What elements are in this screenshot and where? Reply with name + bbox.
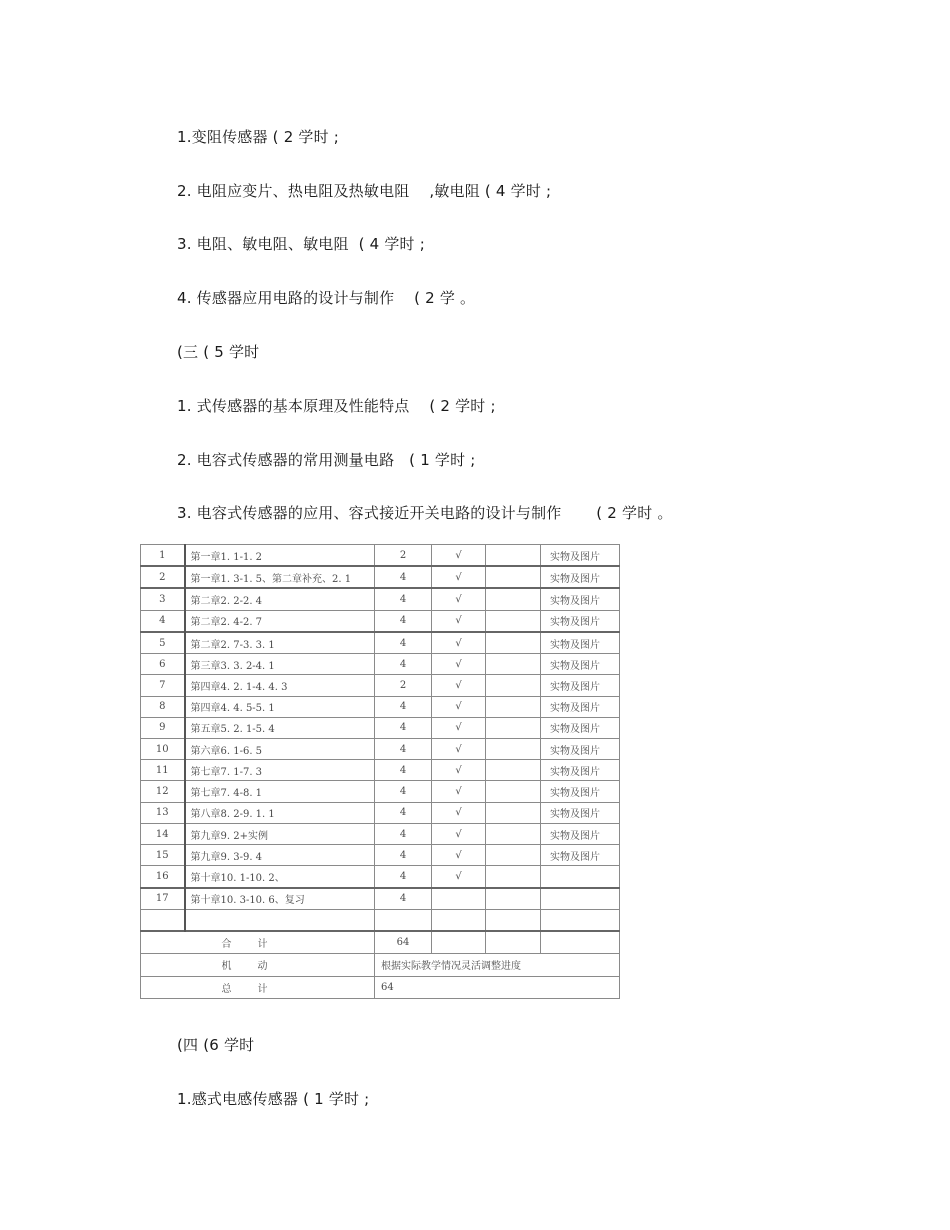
row-number: 5 — [141, 632, 185, 654]
schedule-table-body — [141, 545, 620, 999]
table-row — [141, 696, 620, 717]
table-row — [141, 781, 620, 802]
row-content: 第九章9. 2+实例 — [185, 823, 375, 844]
text-line-7: 3. 电容式传感器的应用、容式接近开关电路的设计与制作 ( 2 学时 。 — [177, 504, 673, 522]
row-number: 16 — [141, 866, 185, 888]
total-value: 64 — [375, 976, 620, 998]
row-hours: 4 — [375, 566, 432, 588]
row-extra — [486, 696, 541, 717]
row-extra — [486, 760, 541, 781]
row-content: 第八章8. 2-9. 1. 1 — [185, 802, 375, 823]
subtotal-value: 64 — [375, 931, 432, 954]
row-check: √ — [432, 845, 486, 866]
text-line-4: 4. 传感器应用电路的设计与制作 ( 2 学 。 — [177, 289, 476, 307]
row-extra — [486, 845, 541, 866]
text-line-1: 1.变阻传感器 ( 2 学时 ; — [177, 128, 340, 146]
row-hours: 4 — [375, 802, 432, 823]
row-content: 第三章3. 3. 2-4. 1 — [185, 654, 375, 675]
row-number: 9 — [141, 717, 185, 738]
row-check — [432, 888, 486, 910]
table-row — [141, 823, 620, 844]
row-check: √ — [432, 566, 486, 588]
subtotal-label: 合计 — [141, 931, 375, 954]
row-note: 实物及图片 — [541, 654, 620, 675]
row-note — [541, 888, 620, 910]
row-number: 17 — [141, 888, 185, 910]
row-hours: 4 — [375, 866, 432, 888]
row-check: √ — [432, 545, 486, 567]
row-number: 2 — [141, 566, 185, 588]
row-hours: 4 — [375, 823, 432, 844]
row-content: 第二章2. 7-3. 3. 1 — [185, 632, 375, 654]
row-extra — [486, 781, 541, 802]
table-row — [141, 566, 620, 588]
row-extra — [486, 802, 541, 823]
row-extra — [486, 866, 541, 888]
row-check: √ — [432, 717, 486, 738]
table-row — [141, 717, 620, 738]
table-row — [141, 588, 620, 610]
text-line-2: 2. 电阻应变片、热电阻及热敏电阻 ,敏电阻 ( 4 学时 ; — [177, 182, 552, 200]
row-hours: 4 — [375, 781, 432, 802]
row-content: 第七章7. 4-8. 1 — [185, 781, 375, 802]
row-extra — [486, 888, 541, 910]
row-number: 15 — [141, 845, 185, 866]
row-hours: 4 — [375, 888, 432, 910]
row-check: √ — [432, 610, 486, 632]
table-row — [141, 675, 620, 696]
total-label: 总计 — [141, 976, 375, 998]
row-extra — [486, 545, 541, 567]
row-note: 实物及图片 — [541, 632, 620, 654]
row-hours: 4 — [375, 696, 432, 717]
row-content: 第七章7. 1-7. 3 — [185, 760, 375, 781]
row-number: 6 — [141, 654, 185, 675]
row-note — [541, 866, 620, 888]
row-extra — [486, 632, 541, 654]
text-line-3: 3. 电阻、敏电阻、敏电阻 ( 4 学时 ; — [177, 235, 425, 253]
row-hours: 4 — [375, 654, 432, 675]
row-number — [141, 909, 185, 931]
row-note: 实物及图片 — [541, 823, 620, 844]
row-extra — [486, 675, 541, 696]
row-content: 第一章1. 3-1. 5、第二章补充、2. 1 — [185, 566, 375, 588]
table-row — [141, 545, 620, 567]
row-extra — [486, 588, 541, 610]
row-number: 12 — [141, 781, 185, 802]
row-content: 第十章10. 1-10. 2、 — [185, 866, 375, 888]
row-number: 4 — [141, 610, 185, 632]
row-content: 第二章2. 2-2. 4 — [185, 588, 375, 610]
row-note: 实物及图片 — [541, 802, 620, 823]
row-number: 8 — [141, 696, 185, 717]
row-hours: 4 — [375, 760, 432, 781]
row-number: 1 — [141, 545, 185, 567]
subtotal-empty-1 — [432, 931, 486, 954]
row-number: 10 — [141, 739, 185, 760]
row-content: 第四章4. 2. 1-4. 4. 3 — [185, 675, 375, 696]
row-hours: 4 — [375, 717, 432, 738]
row-note: 实物及图片 — [541, 845, 620, 866]
row-content: 第六章6. 1-6. 5 — [185, 739, 375, 760]
table-row — [141, 909, 620, 931]
row-content: 第四章4. 4. 5-5. 1 — [185, 696, 375, 717]
row-extra — [486, 566, 541, 588]
row-content: 第五章5. 2. 1-5. 4 — [185, 717, 375, 738]
row-note: 实物及图片 — [541, 545, 620, 567]
row-check: √ — [432, 781, 486, 802]
table-row — [141, 845, 620, 866]
row-check: √ — [432, 866, 486, 888]
row-number: 7 — [141, 675, 185, 696]
table-row — [141, 888, 620, 910]
row-content: 第九章9. 3-9. 4 — [185, 845, 375, 866]
subtotal-empty-2 — [486, 931, 541, 954]
row-number: 13 — [141, 802, 185, 823]
row-content: 第一章1. 1-1. 2 — [185, 545, 375, 567]
row-hours — [375, 909, 432, 931]
row-hours: 2 — [375, 675, 432, 696]
subtotal-empty-3 — [541, 931, 620, 954]
row-content — [185, 909, 375, 931]
text-line-8: 1.感式电感传感器 ( 1 学时 ; — [177, 1090, 370, 1108]
section-heading-3: (三 ( 5 学时 — [177, 343, 260, 361]
row-check: √ — [432, 696, 486, 717]
text-line-6: 2. 电容式传感器的常用测量电路 ( 1 学时 ; — [177, 451, 476, 469]
table-row — [141, 802, 620, 823]
row-extra — [486, 717, 541, 738]
row-number: 11 — [141, 760, 185, 781]
row-check: √ — [432, 802, 486, 823]
row-check: √ — [432, 675, 486, 696]
table-row — [141, 654, 620, 675]
row-content: 第十章10. 3-10. 6、复习 — [185, 888, 375, 910]
row-check: √ — [432, 654, 486, 675]
row-note: 实物及图片 — [541, 566, 620, 588]
row-check — [432, 909, 486, 931]
flex-text: 根据实际教学情况灵活调整进度 — [375, 954, 620, 976]
row-note: 实物及图片 — [541, 739, 620, 760]
table-row — [141, 632, 620, 654]
table-row — [141, 610, 620, 632]
row-check: √ — [432, 823, 486, 844]
row-note — [541, 909, 620, 931]
row-check: √ — [432, 588, 486, 610]
flex-label: 机动 — [141, 954, 375, 976]
row-note: 实物及图片 — [541, 675, 620, 696]
row-note: 实物及图片 — [541, 588, 620, 610]
row-content: 第二章2. 4-2. 7 — [185, 610, 375, 632]
section-heading-4: (四 (6 学时 — [177, 1036, 255, 1054]
table-row — [141, 739, 620, 760]
total-row — [141, 976, 620, 998]
row-note: 实物及图片 — [541, 760, 620, 781]
row-extra — [486, 610, 541, 632]
flex-row — [141, 954, 620, 976]
row-hours: 4 — [375, 739, 432, 760]
row-hours: 4 — [375, 632, 432, 654]
row-hours: 4 — [375, 610, 432, 632]
subtotal-row — [141, 931, 620, 954]
row-extra — [486, 909, 541, 931]
row-check: √ — [432, 739, 486, 760]
row-number: 3 — [141, 588, 185, 610]
row-check: √ — [432, 632, 486, 654]
row-hours: 2 — [375, 545, 432, 567]
row-extra — [486, 654, 541, 675]
row-extra — [486, 739, 541, 760]
table-row — [141, 866, 620, 888]
row-extra — [486, 823, 541, 844]
row-note: 实物及图片 — [541, 696, 620, 717]
row-number: 14 — [141, 823, 185, 844]
row-note: 实物及图片 — [541, 717, 620, 738]
text-line-5: 1. 式传感器的基本原理及性能特点 ( 2 学时 ; — [177, 397, 496, 415]
row-hours: 4 — [375, 588, 432, 610]
table-row — [141, 760, 620, 781]
schedule-table — [140, 544, 620, 999]
row-check: √ — [432, 760, 486, 781]
row-hours: 4 — [375, 845, 432, 866]
row-note: 实物及图片 — [541, 610, 620, 632]
row-note: 实物及图片 — [541, 781, 620, 802]
